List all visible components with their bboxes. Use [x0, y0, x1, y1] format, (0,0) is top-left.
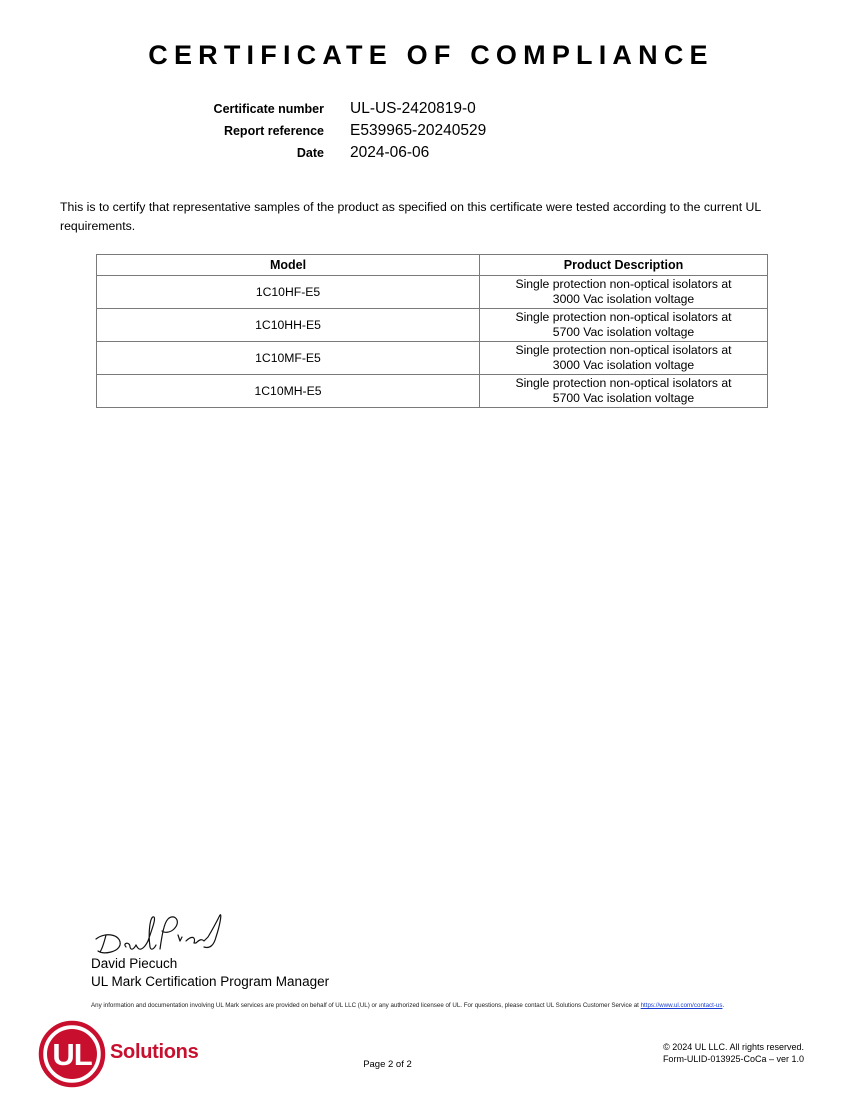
description-cell — [480, 309, 768, 342]
ul-solutions-wordmark: Solutions — [110, 1041, 199, 1063]
certification-statement: This is to certify that representative samples of the product as specified on this certificate were tested according to the current UL requirements. — [60, 200, 761, 233]
description-line: 3000 Vac isolation voltage — [552, 292, 695, 306]
description-line: Single protection non-optical isolators at — [515, 277, 732, 291]
logo-letters: UL — [52, 1037, 92, 1072]
signatory-block — [91, 955, 329, 991]
description-line: Single protection non-optical isolators at — [515, 376, 732, 390]
certificate-meta — [150, 100, 486, 166]
table-row — [97, 276, 768, 309]
description-cell — [480, 276, 768, 309]
report-reference-row — [150, 122, 486, 144]
table-row — [97, 342, 768, 375]
table-header-row — [97, 255, 768, 276]
description-line: Single protection non-optical isolators at — [515, 343, 732, 357]
signatory-name: David Piecuch — [91, 956, 178, 971]
handwritten-signature — [92, 905, 232, 960]
date-row — [150, 144, 486, 166]
contact-link[interactable]: https://www.ul.com/contact-us — [640, 1002, 723, 1009]
description-line: Single protection non-optical isolators at — [515, 310, 732, 324]
table-row — [97, 309, 768, 342]
ul-logo-icon — [37, 1020, 107, 1088]
certificate-number-value: UL-US-2420819-0 — [350, 100, 476, 117]
page-number: Page 2 of 2 — [363, 1059, 412, 1070]
date-label: Date — [296, 146, 324, 160]
disclaimer-body: Any information and documentation involving UL Mark services are provided on behalf of UL LLC (UL) or any authorized licensee of UL. For questions, please contact UL Solutions Customer Service at — [91, 1002, 639, 1009]
model-column-header: Model — [97, 255, 480, 276]
table-row — [97, 375, 768, 408]
description-line: 3000 Vac isolation voltage — [552, 358, 695, 372]
report-reference-value: E539965-20240529 — [350, 122, 487, 139]
report-reference-label: Report reference — [223, 124, 324, 138]
disclaimer-text — [91, 1001, 811, 1010]
disclaimer-end: . — [722, 1002, 725, 1009]
product-table — [96, 254, 768, 408]
certificate-number-row — [150, 100, 486, 122]
model-cell: 1C10MH-E5 — [97, 375, 480, 408]
description-column-header: Product Description — [480, 255, 768, 276]
certificate-number-label: Certificate number — [213, 102, 324, 116]
model-cell: 1C10HH-E5 — [97, 309, 480, 342]
description-cell — [480, 342, 768, 375]
certificate-title: CERTIFICATE OF COMPLIANCE — [148, 40, 714, 70]
description-line: 5700 Vac isolation voltage — [552, 391, 695, 405]
form-id: Form-ULID-013925-CoCa – ver 1.0 — [662, 1054, 804, 1064]
description-cell — [480, 375, 768, 408]
model-cell: 1C10HF-E5 — [97, 276, 480, 309]
date-value: 2024-06-06 — [350, 144, 430, 161]
copyright-block — [663, 1041, 804, 1065]
description-line: 5700 Vac isolation voltage — [552, 325, 695, 339]
model-cell: 1C10MF-E5 — [97, 342, 480, 375]
copyright-text: © 2024 UL LLC. All rights reserved. — [663, 1042, 804, 1052]
signatory-title: UL Mark Certification Program Manager — [91, 974, 330, 989]
